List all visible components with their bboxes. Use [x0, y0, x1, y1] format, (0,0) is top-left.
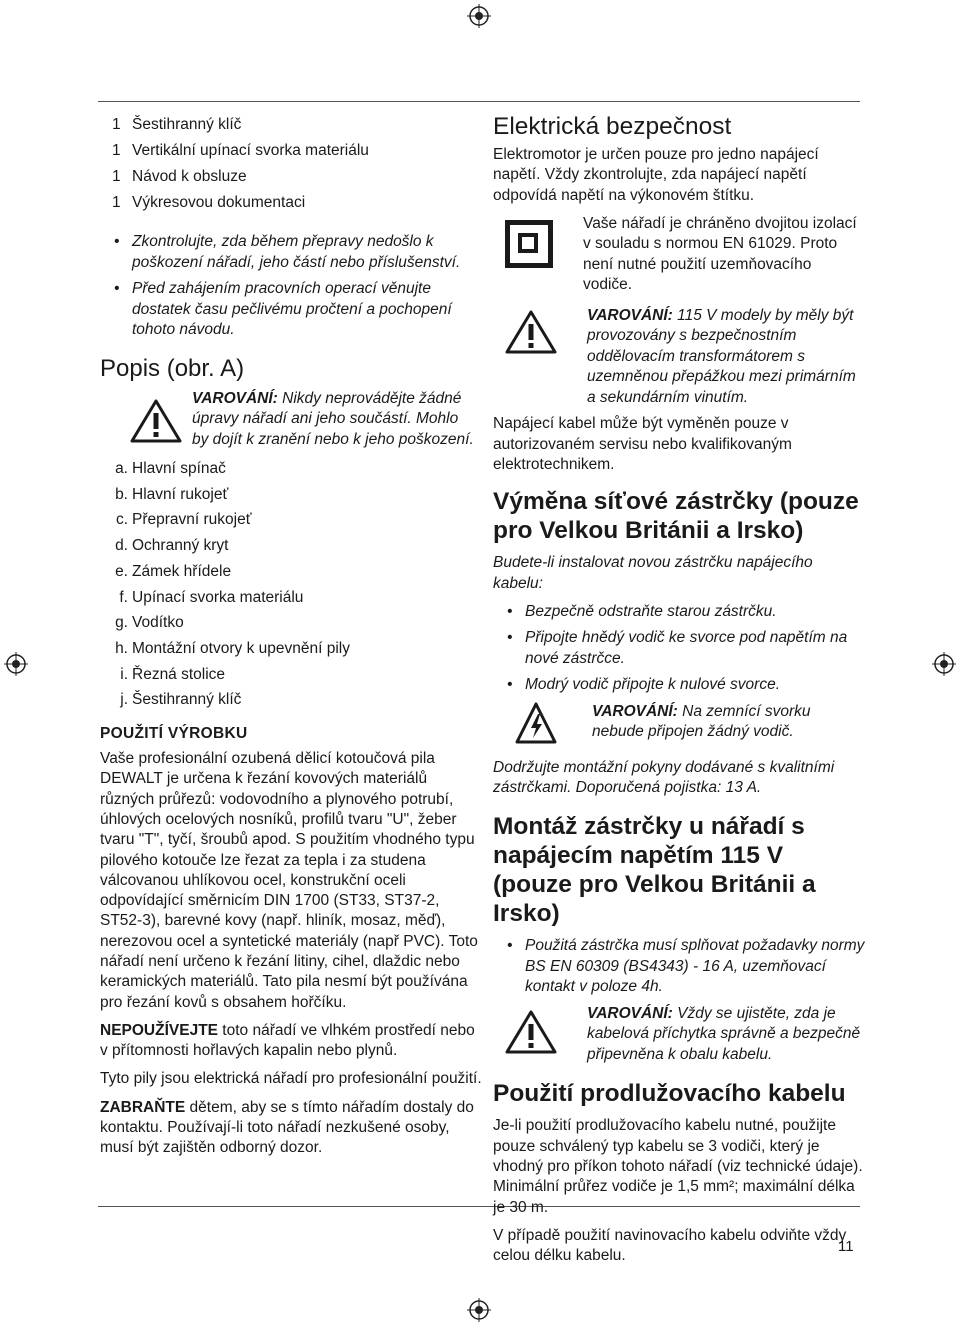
- plug-bullets: [493, 602, 865, 696]
- elec-paragraph: Elektromotor je určen pouze pro jedno napájecí napětí. Vždy zkontrolujte, zda napájecí napětí odpovídá napětí na výkonovém štítku.: [493, 146, 819, 204]
- professional-paragraph: Tyto pily jsou elektrická nářadí pro profesionální použití.: [100, 1070, 482, 1088]
- parts-list: [100, 456, 482, 713]
- usage-heading: POUŽITÍ VÝROBKU: [100, 725, 248, 743]
- mount-heading: Montáž zástrčky u nářadí s napájecím napětím 115 V (pouze pro Velkou Británii a Irsko): [493, 813, 816, 928]
- list-item: • Bezpečně odstraňte starou zástrčku.: [493, 602, 865, 623]
- list-item: • Modrý vodič připojte k nulové svorce.: [493, 675, 865, 696]
- list-item: a. Hlavní spínač: [115, 460, 226, 477]
- package-contents-list: [100, 112, 482, 216]
- list-item: 1 Šestihranný klíč: [112, 116, 242, 133]
- warning-triangle-icon: [505, 1010, 557, 1054]
- warning-text: Na zemnící svorku nebude připojen žádný vodič.: [592, 702, 811, 741]
- registration-mark-icon: [932, 652, 956, 676]
- list-item: • Připojte hnědý vodič ke svorce pod napětím na nové zástrčce.: [493, 628, 865, 669]
- list-item: b. Hlavní rukojeť: [115, 485, 229, 503]
- registration-mark-icon: [467, 4, 491, 28]
- cable-replace-paragraph: Napájecí kabel může být vyměněn pouze v autorizovaném servisu nebo kvalifikovaným elektrotechnikem.: [493, 415, 792, 473]
- list-item: h. Montážní otvory k upevnění pily: [115, 639, 350, 657]
- double-insulation-icon: [505, 220, 553, 268]
- usage-paragraph: Vaše profesionální ozubená dělicí kotoučová pila DEWALT je určena k řezání kovových materiálů různých průřezů: vodovodního a plynového potrubí, úhlových ocelových nosníků, profilů tvaru "U", žeber tvaru "T", tyčí, šroubů apod. S použitím vhodného typu pilového kotouče lze řezat za tepla i za studena válcovanou uhlíkovou ocel, konstrukční oceli odpovídající směrnicím DIN 1700 (ST33, ST37-2, ST52-3), barevné kovy (např. hliník, mosaz, měď), nerezovou ocel a syntetické materiály (např PVC). Toto nářadí není určeno k řezání litiny, cihel, dlaždic nebo keramických materiálů. Tato pila nesmí být používána pro řezání kovů s obsahem hořčíku.: [100, 750, 478, 1011]
- registration-mark-icon: [467, 1298, 491, 1322]
- nepouzivejte-paragraph: NEPOUŽÍVEJTE toto nářadí ve vlhkém prostředí nebo v přítomnosti hořlavých kapalin nebo plynů.: [100, 1021, 475, 1060]
- list-item: • Zkontrolujte, zda během přepravy nedošlo k poškození nářadí, jeho částí nebo příslušenství.: [100, 232, 482, 273]
- warning-triangle-icon: [505, 310, 557, 354]
- warning-text: Nikdy neprovádějte žádné úpravy nářadí ani jeho součástí. Mohlo by dojít k zranění nebo k jeho poškození.: [192, 389, 474, 448]
- electric-shock-icon: [515, 702, 557, 744]
- warning-triangle-icon: [130, 399, 182, 443]
- earth-warning: [493, 702, 865, 744]
- warning-label: VAROVÁNÍ:: [587, 1004, 673, 1022]
- warning-label: VAROVÁNÍ:: [592, 702, 678, 720]
- left-column: [100, 112, 482, 1167]
- plug-heading: Výměna síťové zástrčky (pouze pro Velkou Británii a Irsko): [493, 488, 859, 545]
- list-item: 1 Návod k obsluze: [112, 168, 247, 185]
- list-item: f. Upínací svorka materiálu: [119, 588, 304, 606]
- mount-bullets: [493, 936, 865, 998]
- warning-text: Vždy se ujistěte, zda je kabelová příchytka správně a bezpečně připevněna k obalu kabelu.: [587, 1004, 861, 1063]
- list-item: e. Zámek hřídele: [115, 562, 232, 580]
- list-item: i. Řezná stolice: [120, 665, 226, 683]
- list-item: c. Přepravní rukojeť: [115, 511, 252, 529]
- ext-heading: Použití prodlužovacího kabelu: [493, 1080, 846, 1108]
- plug-intro: Budete-li instalovat novou zástrčku napájecího kabelu:: [493, 554, 813, 592]
- warning-text: 115 V modely by měly být provozovány s bezpečnostním oddělovacím transformátorem s uzemněnou přepážkou mezi primárním a sekundárním vinutím.: [587, 306, 856, 406]
- warning-115v: [493, 306, 865, 409]
- insulation-text: Vaše nářadí je chráněno dvojitou izolací v souladu s normou EN 61029. Proto není nutné použití uzemňovacího vodiče.: [583, 214, 857, 294]
- warning-label: VAROVÁNÍ:: [587, 306, 673, 324]
- registration-mark-icon: [4, 652, 28, 676]
- list-item: 1 Vertikální upínací svorka materiálu: [112, 142, 369, 159]
- list-item: 1 Výkresovou dokumentaci: [112, 194, 306, 211]
- ext-paragraph: Je-li použití prodlužovacího kabelu nutné, použijte pouze schválený typ kabelu se 3 vodiči, který je vhodný pro příkon tohoto nářadí (viz technické údaje). Minimální průřez vodiče je 1,5 mm²; maximální délka je 30 m.: [493, 1117, 863, 1216]
- list-item: d. Ochranný kryt: [115, 537, 229, 555]
- top-rule: [98, 101, 860, 102]
- list-item: • Před zahájením pracovních operací věnujte dostatek času pečlivému pročtení a pochopení tohoto návodu.: [100, 279, 482, 341]
- reel-paragraph: V případě použití navinovacího kabelu odviňte vždy celou délku kabelu.: [493, 1226, 847, 1265]
- plug-note: Dodržujte montážní pokyny dodávané s kvalitními zástrčkami. Doporučená pojistka: 13 A.: [493, 758, 835, 797]
- list-item: j. Šestihranný klíč: [120, 691, 242, 709]
- right-column: [493, 112, 865, 1275]
- double-insulation-block: [493, 214, 865, 296]
- check-bullets: [100, 232, 482, 341]
- elec-heading: Elektrická bezpečnost: [493, 113, 732, 140]
- page-number: 11: [838, 1238, 854, 1255]
- mount-warning: [493, 1004, 865, 1066]
- list-item: • Použitá zástrčka musí splňovat požadavky normy BS EN 60309 (BS4343) - 16 A, uzemňovací kontakt v poloze 4h.: [493, 936, 865, 998]
- list-item: g. Vodítko: [115, 614, 184, 632]
- popis-heading: Popis (obr. A): [100, 354, 245, 382]
- popis-warning: [100, 389, 482, 451]
- warning-label: VAROVÁNÍ:: [192, 389, 278, 407]
- zabrante-paragraph: ZABRAŇTE dětem, aby se s tímto nářadím dostaly do kontaktu. Používají-li toto nářadí nezkušené osoby, musí být zajištěn odborný dozor.: [100, 1098, 474, 1157]
